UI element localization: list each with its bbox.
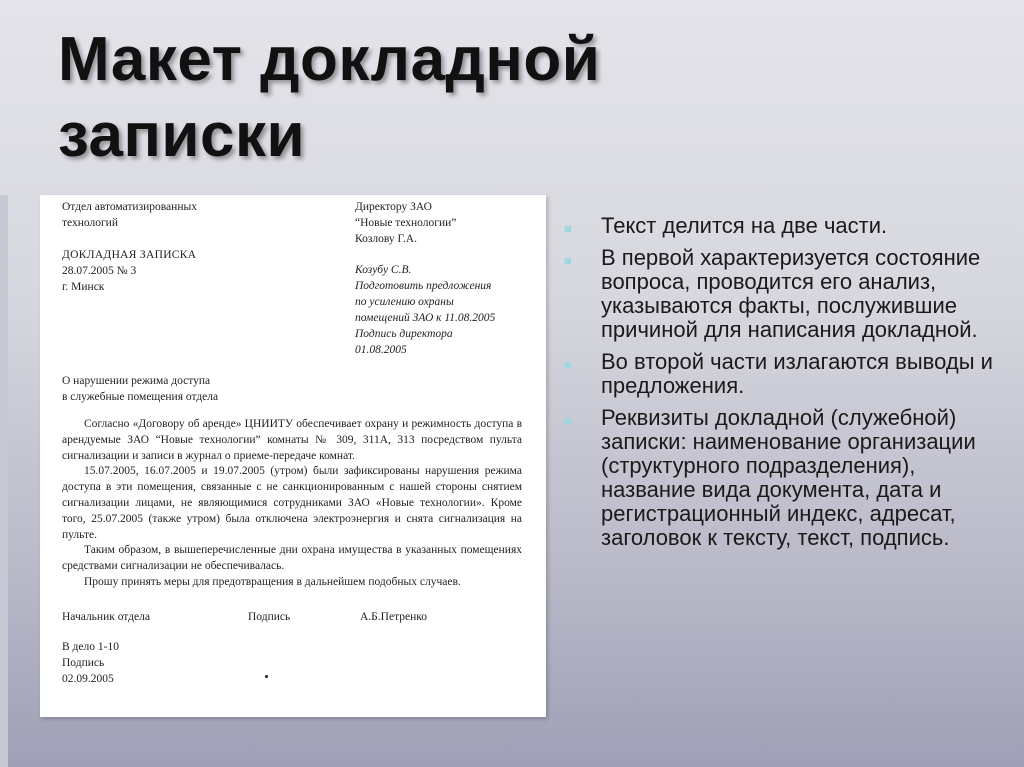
filing-line: В дело 1-10 xyxy=(62,641,119,653)
bullet-list xyxy=(560,214,1000,558)
square-bullet-icon: ■ xyxy=(564,221,572,236)
sender-line: Отдел автоматизированных xyxy=(62,201,197,213)
resolution-line: помещений ЗАО к 11.08.2005 xyxy=(355,312,496,324)
square-bullet-icon: ■ xyxy=(564,357,572,372)
square-bullet-icon: ■ xyxy=(564,413,572,428)
heading-line: О нарушении режима доступа xyxy=(62,375,211,387)
bullet-text: В первой характеризуется состояние вопроса, проводится его анализ, указываются факты, послужившие причиной для написания докладной. xyxy=(601,245,981,342)
slide-side-bar xyxy=(0,195,8,767)
filing-block xyxy=(62,639,119,687)
sender-block xyxy=(62,199,197,231)
square-bullet-icon: ■ xyxy=(564,253,572,268)
bullet-item xyxy=(560,406,1000,550)
signature-name: А.Б.Петренко xyxy=(360,611,427,623)
resolution-block xyxy=(355,262,495,358)
resolution-line: 01.08.2005 xyxy=(355,344,407,356)
doc-date-number: 28.07.2005 № 3 xyxy=(62,265,137,277)
doc-body xyxy=(62,417,522,591)
bullet-text: Реквизиты докладной (служебной) записки: наименование организации (структурного подразделения), название вида документа, дата и регистрационный индекс, адресат, заголовок к тексту, текст, подпись. xyxy=(601,405,976,550)
filing-line: 02.09.2005 xyxy=(62,673,114,685)
resolution-line: Козубу С.В. xyxy=(355,264,412,276)
body-paragraph: Прошу принять меры для предотвращения в дальнейшем подобных случаев. xyxy=(84,575,461,588)
addressee-line: Директору ЗАО xyxy=(355,201,432,213)
sender-line: технологий xyxy=(62,217,118,229)
bullet-text: Во второй части излагаются выводы и предложения. xyxy=(601,349,993,398)
resolution-line: по усилению охраны xyxy=(355,296,454,308)
bullet-item xyxy=(560,246,1000,342)
page-title xyxy=(58,22,600,174)
addressee-block xyxy=(355,199,456,247)
bullet-item xyxy=(560,214,1000,238)
resolution-line: Подготовить предложения xyxy=(355,280,492,292)
title-line-2: записки xyxy=(58,101,306,170)
doc-type: ДОКЛАДНАЯ ЗАПИСКА xyxy=(62,249,197,261)
body-paragraph: Согласно «Договору об аренде» ЦНИИТУ обеспечивает охрану и режимность доступа в арендуемые ЗАО “Новые технологии” комнаты № 309, 311А, 313 посредством пульта сигнализации и записи в журнал о приеме-передаче комнат. xyxy=(62,418,522,462)
resolution-line: Подпись директора xyxy=(355,328,453,340)
doc-place: г. Минск xyxy=(62,281,105,293)
body-paragraph: Таким образом, в вышеперечисленные дни охрана имущества в указанных помещениях средствами сигнализации не обеспечивалась. xyxy=(62,544,522,573)
doc-heading xyxy=(62,373,218,405)
filing-line: Подпись xyxy=(62,657,105,669)
bullet-item xyxy=(560,350,1000,398)
body-paragraph: 15.07.2005, 16.07.2005 и 19.07.2005 (утром) были зафиксированы нарушения режима доступа в эти помещения, связанные с не санкционированным с нашей стороны снятием сигнализации лицами, не являющимися сотрудниками ЗАО «Новые технологии». Кроме того, 25.07.2005 (также утром) была отключена электроэнергия и снята сигнализация на пульте. xyxy=(62,465,522,541)
signature-label: Подпись xyxy=(248,611,291,623)
title-line-1: Макет докладной xyxy=(58,25,601,94)
memo-document-image xyxy=(40,195,546,717)
addressee-line: “Новые технологии” xyxy=(355,217,457,229)
bullet-text: Текст делится на две части. xyxy=(601,213,888,238)
addressee-line: Козлову Г.А. xyxy=(355,233,417,245)
signature-position: Начальник отдела xyxy=(62,611,150,623)
ink-dot xyxy=(265,675,268,678)
heading-line: в служебные помещения отдела xyxy=(62,391,219,403)
